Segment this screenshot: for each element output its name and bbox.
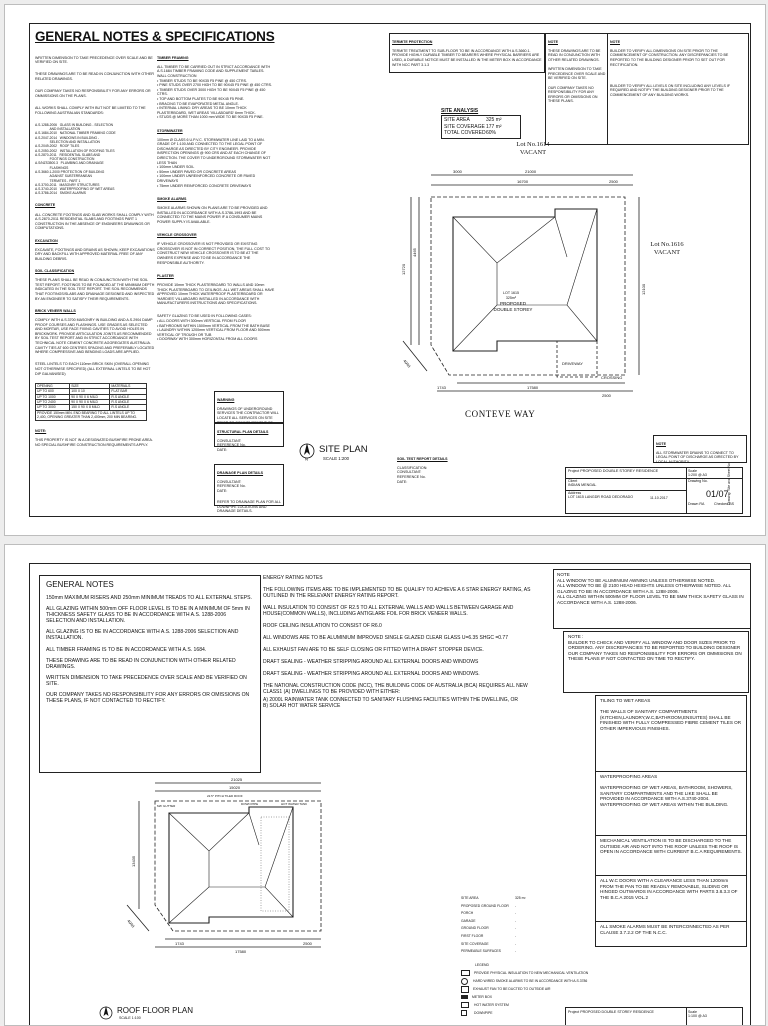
drawn-field: [688, 502, 704, 506]
termite-text: TERMITE TREATMENT TO SUB-FLOOR TO BE IN ACCORDANCE WITH A.S.3660.1. PROVIDE HIGHLY DURABLE TIMBER TO BEARERS WHERE PHYSICAL BARRIERS ARE USED, A DURABLE NOTICE MUST BE INSTALLED IN THE METER BOX IN ACCORDANCE WITH NCC PART 3.1.3: [392, 48, 542, 67]
field-label: Checked: [714, 502, 729, 506]
energy-note: ROOF CEILING INSULATION TO CONSIST OF R6.0: [263, 623, 382, 629]
area-key: FIRST FLOOR: [461, 933, 484, 938]
dimension-label: 2500: [609, 179, 618, 184]
property-boundary: [155, 801, 321, 931]
notes-column-2: [157, 51, 275, 347]
table-row: [461, 903, 581, 911]
drawing-number: 01/07: [706, 489, 729, 499]
site-analysis-heading: SITE ANALYSIS: [441, 108, 479, 114]
roof-outline: [169, 807, 293, 923]
area-key: PERMEABLE SURFACES: [461, 949, 501, 954]
crossing-label: CROSSING: [601, 375, 623, 380]
area-value: -: [515, 949, 517, 954]
dimension-label: 17580: [527, 385, 539, 390]
site-analysis: [441, 108, 521, 139]
north-arrow-icon: [299, 441, 315, 461]
energy-rating-heading: ENERGY RATING NOTES: [263, 575, 323, 581]
general-note: THESE DRAWING ARE TO BE READ IN CONJUNCTION WITH OTHER RELATED DRAWINGS.: [46, 657, 236, 670]
structural-details: CONSULTANT: REFERENCE No. DATE:: [217, 438, 246, 452]
legend-item: [461, 977, 591, 985]
table-row: [461, 895, 581, 903]
drainage-details: CONSULTANT: REFERENCE No. DATE:: [217, 479, 246, 493]
table-cell: 100 X 10: [70, 389, 110, 394]
termite-heading: TERMITE PROTECTION: [392, 39, 433, 44]
table-cell: UP TO 3000: [36, 405, 70, 410]
area-key: GROUND FLOOR: [461, 926, 489, 931]
sheet-roof-plan: [4, 544, 766, 1026]
note-heading: NOTE: [610, 39, 620, 44]
dimension-label: 4040: [126, 918, 136, 929]
table-row: [444, 130, 518, 136]
field-label: Project: [568, 469, 580, 473]
svg-text:N: N: [305, 456, 308, 461]
analysis-value: 60%: [486, 130, 497, 137]
table-cell: R.S ANGLE: [110, 394, 147, 399]
standards-list: A.S.1288-2006 GLASS IN BUILDING - SELECTION AND INSTALLATION A.S.1684-2010 NATIONAL TIMBER FRAMING CODE A.S.2047-2014 WINDOWS IN BUILDING - SELECTION AND INSTALLATION A.S.2049-2002 ROOF TILES A.S.2050-2002 INSTALLATION OF ROOFING TILES A.S.2870-2011 RESIDENTIAL SLABS AND FOOTINGS CONSTRUCTION A.S/NZS3500.3 PLUMBING AND DRAINAGE FLASHINGS A.S.3660.1-2000 PROTECTION OF BUILDING AGAINST SUBTERRANEAN TERMITES - PART 1 A.S.3700-2011 MASONRY STRUCTURES A.S.3740-2010 WATERPROOFING OF WET AREAS A.S.3786-2014 SMOKE ALARMS: [35, 122, 116, 196]
proposed-house-label: PROPOSED DOUBLE STOREY: [493, 301, 533, 312]
site-analysis-table: [441, 115, 521, 138]
roof-pitch-label: 22.5° PITCH TILED ROOF: [207, 794, 243, 798]
project-name: PROPOSED DOUBLE STOREY RESIDENCE: [580, 1010, 654, 1014]
soil-text: THESE PLANS SHALL BE READ IN CONJUNCTION WITH THE SOIL TEST REPORT. FOOTINGS TO BE FOUNDED AT THE MINIMUM DEPTH INDICATED IN THE SOIL TEST REPORT. THE SOIL RECOMMENDS THAT FOOTINGS/SLABS AND DRAINAGE DESIGNED AND INSPECTED BY AN ENGINEER TO SATISFY THEIR REQUIREMENTS.: [35, 278, 155, 301]
title-block-side-label: Drawing: Site and Sheet No.: [727, 462, 731, 505]
dimension-label: 17580: [235, 949, 247, 954]
waterproofing-note-box: WATERPROOFING AREAS WATERPROOFING OF WET AREAS, BATHROOM, SHOWERS, SANITARY COMPARTMENTS AND THE LIKE SHALL BE PROVIDED IN ACCORDANCE WITH A.S.3740-2004. WATERPROOFING OF WET AREAS WITHIN THE BUILDING.: [595, 771, 747, 837]
energy-option-a: A) 2000L RAINWATER TANK CONNECTED TO SANITARY FLUSHING FACILITIES WITHIN THE DWELLING, OR: [263, 697, 518, 703]
title-block: [565, 467, 743, 514]
concrete-heading: CONCRETE: [35, 203, 56, 208]
dimension-label: 21000: [525, 169, 537, 174]
stormwater-heading: STORMWATER: [157, 128, 183, 133]
warning-box: [214, 391, 284, 423]
ventilation-note-box: MECHANICAL VENTILATION IS TO BE DISCHARGED TO THE OUTSIDE AIR AND NOT INTO THE ROOF UNLESS THE ROOF IS OPEN IN ACCORDANCE WITH CURRENT B.C.A REQUIREMENTS.: [595, 835, 747, 877]
checked-value: BS: [729, 502, 734, 506]
general-note: ALL TIMBER FRAMING IS TO BE IN ACCORDANCE WITH A.S. 1684.: [46, 646, 207, 653]
client-field: [568, 479, 596, 488]
site-plan-scale: SCALE 1:200: [323, 456, 350, 461]
sheet-site-plan: [4, 4, 766, 536]
hot-water-tank-label: HOT WATER TANK: [281, 802, 308, 806]
energy-note: DRAFT SEALING - WEATHER STRIPPING AROUND ALL EXTERNAL DOORS AND WINDOWS: [263, 659, 479, 665]
project-field: [568, 1010, 654, 1014]
drawing-number-field: [688, 479, 708, 483]
wc-door-note-box: ALL W.C DOORS WITH A CLEARANCE LESS THAN 1200mm FROM THE PAN TO BE READILY REMOVABLE, SLIDING OR HINGED OUTWARDS IN ACCORDANCE WITH PARTS 3.8.3.3 OF THE B.C.A 2015 VOL.2: [595, 875, 747, 923]
roof-hip-lines: [169, 807, 293, 923]
general-note: ALL GLAZING WITHIN 500mm OFF FLOOR LEVEL IS TO BE IN A MINIMUM OF 5mm IN THICKNESS SAFETY GLASS TO BE IN ACCORDANCE WITH A.S. 1288-2006 SELECTION AND INSTALLATION.: [46, 606, 250, 625]
soil-heading: SOIL CLASSIFICATION: [35, 269, 75, 274]
field-label: Address: [568, 491, 582, 495]
table-row: [461, 910, 581, 918]
date-value: 11.10.2017: [650, 496, 668, 500]
table-row: [461, 918, 581, 926]
table-cell: 90 X 90 X 6 MILD: [70, 399, 110, 404]
area-key: GARAGE: [461, 918, 476, 923]
area-value: -: [515, 941, 517, 946]
area-key: PORCH: [461, 911, 474, 916]
energy-note: ALL EXHAUST FAN ARE TO BE SELF CLOSING OR FITTED WITH A DRAFT STOPPER DEVICE.: [263, 647, 484, 653]
intro-note-2: THESE DRAWINGS ARE TO BE READ IN CONJUNCTION WITH OTHER RELATED DRAWINGS.: [35, 72, 154, 81]
energy-note: DRAFT SEALING - WEATHER STRIPPING AROUND ALL EXTERNAL DOORS AND WINDOWS.: [263, 671, 480, 677]
lot-number: Lot No.1616: [650, 241, 684, 248]
energy-note: THE FOLLOWING ITEMS ARE TO BE IMPLEMENTED TO BE QUALIFY TO ACHIEVE A 6 STAR ENERGY RATING, AS OUTLINED IN THE RELEVANT ENERGY RATING REPORT.: [263, 587, 531, 599]
smoke-alarm-text: SMOKE ALARMS SHOWN ON PLANS ARE TO BE PROVIDED AND INSTALLED IN ACCORDANCE WITH A.S.3786-1993 AND BE CONNECTED TO THE MAINS POWER IF A CONSUMER MAINS POWER SUPPLY IS AVAILABLE.: [157, 206, 268, 224]
downpipe-icon: [461, 1010, 467, 1016]
note-heading: NOTE: [656, 441, 666, 446]
builder-check-note-box: NOTE : BUILDER TO CHECK AND VERIFY ALL WINDOW AND DOOR SIZES PRIOR TO ORDERING. ANY DISCREPANCIES TO BE REPORTED TO BUILDING DESIGNER OUR COMPANY TAKES NO RESPONSIBILITY FOR ERRORS OR OMMISIONS ON THESE PLANS IF NOT CONTACTED ON TIME TO RECTIFY.: [563, 631, 749, 693]
lintel-header: SIZE: [70, 383, 110, 388]
table-row: [461, 933, 581, 941]
analysis-value: 177 m²: [486, 123, 502, 130]
note-text: BUILDER TO VERIFY ALL DIMENSIONS ON SITE PRIOR TO THE COMMENCEMENT OF CONSTRUCTION. ANY DISCREPANCIES TO BE REPORTED TO THE BUILDING DESIGNER PRIOR TO SET OUT FOR RECTIFICATION.: [610, 48, 729, 67]
dimension-label: 1743: [175, 941, 184, 946]
lot-1615-label: LOT 1615 325m²: [503, 291, 519, 300]
scale-field: [688, 1010, 707, 1019]
area-key: PROPOSED GROUND FLOOR: [461, 903, 509, 908]
lot-status: VACANT: [653, 248, 681, 256]
table-row: [461, 948, 581, 956]
table-cell: 150 X 90 X 8 MILD: [70, 405, 110, 410]
legend-item: [461, 969, 591, 977]
legend-label: METER BOX: [472, 995, 492, 999]
general-note: WRITTEN DIMENSION TO TAKE PRECEDENCE OVER SCALE AND BE VERIFIED ON SITE.: [46, 674, 247, 687]
tiling-note-box: TILING TO WET AREAS THE WALLS OF SANITARY COMPARTMENTS (KITCHEN,LAUNDRY,W.C,BATHROOM,ENSUITES) SHALL BE FINISHED WITH FULLY COMPRESSED FIBRE CEMENT TILES OR OTHER IMPERVIOUS FINISHES.: [595, 695, 747, 773]
analysis-key: SITE AREA: [444, 117, 470, 124]
general-note: OUR COMPANY TAKES NO RESPONSIBILITY FOR ANY ERRORS OR OMISSIONS ON THESE PLANS, IF NOT CONTACTED TO RECTIFY.: [46, 692, 250, 705]
meter-box-icon: [461, 995, 468, 999]
field-label: Client: [568, 479, 578, 483]
legend-label: EXHAUST FAN TO BE DUCTED TO OUTSIDE AIR: [473, 987, 551, 991]
vehicle-heading: VEHICLE CROSSOVER: [157, 232, 197, 237]
scale-field: [688, 469, 707, 478]
safety-glazing-text: SAFETY GLAZING TO BE USED IN FOLLOWING CASES: • ALL DOORS WITH 300mm VERTICAL FROM FLOOR • BATHROOMS WITHIN 1500mm VERTICAL FROM THE BATH BASE • LAUNDRY WITHIN 1200mm VERTICAL FROM FLOOR AND 500mm VERTICAL OF TROUGH OR TUB • DOORWAY WITH 300mm HORIZONTAL FROM ALL DOORS: [157, 314, 270, 342]
dimension-label: 2500: [602, 393, 611, 398]
field-label: Drawing No.: [688, 479, 708, 483]
note-box-b: [607, 33, 749, 145]
driveway-outline: [557, 341, 597, 377]
area-value: 325 m²: [515, 896, 526, 900]
warning-text: DRAWINGS OF UNDERGROUND SERVICES THE CONTRACTOR WILL LOCATE ALL SERVICES ON SITE: [217, 406, 279, 420]
dimension-label: 21025: [231, 777, 243, 782]
dimension-label: 3000: [453, 169, 462, 174]
legend-heading: LEGEND: [475, 963, 489, 967]
field-label: Scale: [688, 1010, 697, 1014]
lot-1614-label: [503, 141, 563, 156]
soil-test-details: [397, 452, 467, 489]
dimension-label: 13435: [131, 855, 136, 867]
table-cell: 90 X 90 X 6 MILD: [70, 394, 110, 399]
street-name: CONTEVE WAY: [465, 409, 536, 419]
soil-test-details-text: CLASSIFICATION: CONSULTANT: REFERENCE No. DATE:: [397, 465, 428, 484]
downpipe-label: DOWN PIPE: [241, 802, 259, 806]
plaster-text: PROVIDE 10mm THICK PLASTERBOARD TO WALLS AND 10mm THICK PLASTERBOARD TO CEILINGS. ALL WET AREAS SHALL HAVE APPROVED 10mm THICK WATERPROOF PLASTERBOARD OR 'HARDIES' VILLABOARD INSTALLED IN ACCORDANCE WITH MANUFACTURERS INSTRUCTIONS AND SPECIFICATIONS.: [157, 282, 275, 306]
table-row: [461, 925, 581, 933]
area-value: -: [515, 911, 517, 916]
smoke-alarm-note-box: ALL SMOKE ALARMS MUST BE INTERCONNECTED AS PER CLAUSE 3.7.2.2 OF THE N.C.C.: [595, 921, 747, 947]
smoke-alarm-heading: SMOKE ALARMS: [157, 196, 187, 201]
area-value: -: [515, 918, 517, 923]
scale-value: 1:200 @ A3: [688, 473, 707, 478]
note-box-a: [545, 33, 609, 145]
smoke-alarm-icon: [461, 978, 468, 985]
lot-number: Lot No.1614: [516, 141, 550, 148]
dimension-label: 2500: [303, 941, 312, 946]
table-cell: UP TO 1000: [36, 394, 70, 399]
drainage-heading: DRAINAGE PLAN DETAILS: [217, 470, 264, 475]
area-schedule: [461, 895, 581, 956]
dimension-label: 12100: [641, 283, 646, 295]
note-heading: NOTE: [548, 39, 558, 44]
project-name: PROPOSED DOUBLE STOREY RESIDENCE: [580, 469, 659, 473]
termite-protection-box: [389, 33, 545, 73]
intro-note-3: OUR COMPANY TAKES NO RESPONSIBILITY FOR ANY ERRORS OR OMMISSIONS ON THE PLANS.: [35, 89, 151, 98]
driveway-label: DRIVEWAY: [562, 361, 583, 366]
address-value: LOT 1615 LANGDR ROAD DEDORADO: [568, 495, 634, 500]
structural-heading: STRUCTURAL PLAN DETAILS: [217, 429, 269, 434]
area-value: -: [515, 903, 517, 908]
analysis-value: 325 m²: [486, 117, 502, 124]
roof-hip-lines: [453, 209, 597, 351]
general-notes-heading: GENERAL NOTES: [46, 580, 114, 589]
energy-rating-notes: [263, 575, 547, 709]
excavation-heading: EXCAVATION: [35, 238, 58, 243]
field-label: Scale: [688, 469, 697, 473]
bushfire-note-heading: NOTE:: [35, 429, 47, 434]
legend-label: PROVIDE PHYSICAL INSULATION TO NEW MECHANICAL VENTILATION: [474, 971, 589, 975]
energy-note: ALL WINDOWS ARE TO BE ALUMINIUM IMPROVED SINGLE GLAZED CLEAR GLASS U=6.35 SHGC =0.77: [263, 635, 508, 641]
plaster-heading: PLASTER: [157, 273, 174, 278]
insulation-icon: [461, 970, 470, 976]
general-note: 150mm MAXIMUM RISERS AND 250mm MINIMUM TREADS TO ALL EXTERNAL STEPS.: [46, 595, 252, 601]
dimension-label: 12720: [401, 263, 406, 275]
legend-label: HARD WIRED SMOKE ALARMS TO BE IN ACCORDANCE WITH A.S.3786: [473, 979, 588, 983]
analysis-key: TOTAL COVERED: [444, 130, 486, 137]
steel-lintel-text: STEEL LINTELS TO EACH 110mm BRICK SKIN (OVERALL OPENING NOT OTHERWISE SPECIFIED) (ALL EXTERNAL LINTELS TO BE HOT DIP GALVANISED): [35, 362, 151, 376]
excavation-text: EXCAVATE, FOOTINGS AND DRAINS AS SHOWN, KEEP EXCAVATIONS DRY AND BACKFILL WITH APPROVED MATERIAL FREE OF ANY BUILDING DEBRIS.: [35, 247, 155, 261]
address-field: [568, 491, 633, 500]
legend-label: HOT WATER SYSTEM: [474, 1003, 509, 1007]
lintel-note: PROVIDE 150mm MIN. END BEARING TO ALL LINTELS UP TO 2,400, OPENING GREATER THAN 2,400mm, 200 MIN BEARING.: [36, 410, 147, 420]
roof-plan-title: ROOF FLOOR PLAN: [117, 1006, 194, 1015]
table-cell: UP TO 600: [36, 389, 70, 394]
roof-plan-scale: SCALE 1:100: [119, 1016, 141, 1020]
note-text: ALL STORMWATER DRAINS TO CONNECT TO LEGAL POINT OF DISCHARGE AS DIRECTED BY LOCAL AUTHORITY.: [656, 450, 739, 464]
lot-status: VACANT: [519, 148, 547, 156]
general-notes-box: [39, 575, 261, 773]
title-block: [565, 1007, 743, 1026]
table-cell: UP TO 2400: [36, 399, 70, 404]
site-plan-title: SITE PLAN: [319, 444, 368, 455]
property-boundary: [431, 197, 625, 375]
area-value: -: [515, 933, 517, 938]
structural-plan-box: [214, 423, 284, 452]
legend-label: DOWNPIPE: [474, 1011, 493, 1015]
hot-water-icon: [461, 1002, 469, 1008]
scale-value: 1:100 @ A3: [688, 1014, 707, 1019]
note-text: BUILDER TO VERIFY ALL LEVELS ON SITE INCLUDING ANY LEVELS IF REQUIRED AND NOTIFY THE BUILDING DESIGNER PRIOR TO THE COMMENCEMENT OF ANY BUILDING WORKS.: [610, 83, 731, 97]
timber-text: ALL TIMBER TO BE CARRIED OUT IN STRICT ACCORDANCE WITH A.S.1684 TIMBER FRAMING CODE AND SUPPLEMENT TABLES. WALL CONSTRUCTION • TIMBER STUDS TO BE 90X35 F5 PINE @ 450 CTRS. • PINE STUDS OVER 2700 HIGH TO BE 90X45 F5 PINE @ 450 CTRS. • TIMBER STUDS OVER 3000 HIGH TO BE 90X45 F5 PINE @ 450 CTRS. • TOP AND BOTTOM PLATES TO BE 90X45 F5 PINE. • BRACING TO BE EVAPORATED METAL ANGLE. • INTERNAL LINING: DRY AREAS TO BE 10mm THICK PLASTERBOARD, WET AREAS 'VILLABOARD' 6mm THICK. • STUDS @ MORE THAN 1000 mm WIDE TO BE 90X35 F5 PINE.: [157, 64, 273, 120]
energy-note: WALL INSULATION TO CONSIST OF R2.5 TO ALL EXTERNAL WALLS AND WALLS BETWEEN GARAGE AND HOUSE(COMMON WALLS), INCLUDING ANTIGLARE FOIL FOR BRICK VENEER WALLS.: [263, 605, 514, 617]
project-field: [568, 469, 658, 473]
drawn-value: RA: [699, 502, 705, 506]
notes-column-1: [35, 51, 155, 452]
intro-note-1: WRITTEN DIMENSION TO TAKE PRECEDENCE OVER SCALE AND BE VERIFIED ON SITE.: [35, 55, 153, 65]
gutter-label: M/F GUTTER: [157, 804, 176, 808]
legend-item: [461, 993, 591, 1001]
stormwater-text: 100mm Ø CLASS 6 U.P.V.C. STORMWATER LINE LAID TO A MIN. GRADE OF 1:100 AND CONNECTED TO THE LEGAL POINT OF DISCHARGE AS DIRECTED BY CITY ENGINEER. PROVIDE INSPECTION OPENINGS @ 900 CRS AND AT EACH CHANGE OF DIRECTION. THE COVER TO UNDERGROUND STORMWATER NOT LESS THAN • 100mm UNDER SOIL • 50mm UNDER PAVED OR CONCRETE AREAS • 100mm UNDER UNREINFORCED CONCRETE OR PAVED DRIVEWAYS • 75mm UNDER REINFORCED CONCRETE DRIVEWAYS: [157, 137, 271, 188]
exhaust-fan-icon: [461, 986, 469, 993]
lintel-schedule: [35, 383, 147, 421]
legend-item: [461, 985, 591, 993]
window-note-box: NOTE ALL WINDOW TO BE ALUMINIUM AWNING UNLESS OTHERWISE NOTED. ALL WINDOW TO BE @ 2100 HEAD HEIGHTS UNLESS OTHERWISE NOTED. ALL GLAZING TO BE IN ACCORDANCE WITH A.S. 1288-2006. ALL GLAZING WITHIN 500MM OF FLOOR LEVEL TO BE 5MM THICK SAFETY GLASS IN ACCORDANCE WITH A.S. 1288-2006.: [553, 569, 751, 629]
stormwater-note-box: [653, 435, 747, 463]
energy-option-b: B) SOLAR HOT WATER SERVICE: [263, 703, 341, 709]
dimension-label: 16700: [517, 179, 529, 184]
roof-plan-drawing: [125, 771, 335, 961]
dimension-label: 15020: [229, 785, 241, 790]
table-row: [36, 410, 147, 420]
bushfire-note: THIS PROPERTY IS NOT IN A DESIGNATED BUSHFIRE PRONE AREA. NO SPECIAL BUSHFIRE CONSTRUCTION REQUIREMENTS APPLY.: [35, 438, 153, 447]
dimension-label: 4040: [402, 358, 412, 369]
note-text: THESE DRAWINGS ARE TO BE READ IN CONJUNCTION WITH OTHER RELATED DRAWINGS. WRITTEN DIMENSION TO TAKE PRECEDENCE OVER SCALE AND BE VERIFIED ON SITE. OUR COMPANY TAKES NO RESPONSIBILITY FOR ANY ERRORS OR OMISSIONS ON THESE PLANS.: [548, 48, 606, 104]
drainage-plan-box: [214, 464, 284, 514]
brick-heading: BRICK VENEER WALLS: [35, 308, 76, 313]
area-key: SITE AREA: [461, 896, 479, 900]
dimension-label: 1743: [437, 385, 446, 390]
table-cell: FLAT BAR: [110, 389, 147, 394]
house-footprint: [453, 209, 597, 351]
energy-note: THE NATIONAL CONSTRUCTION CODE (NCC), THE BUILDING CODE OF AUSTRALIA (BCA) REQUIRES ALL NEW CLASS1 (A) DWELLINGS TO BE PROVIDED WITH EITHER:: [263, 683, 528, 695]
table-row: [461, 941, 581, 949]
general-notes-title: GENERAL NOTES & SPECIFICATIONS: [35, 29, 275, 44]
brick-text: COMPLY WITH A.S.3700 MASONRY IN BUILDING AND A.S.2904 DAMP PROOF COURSES AND FLASHINGS. USE GRADES AS SELECTED AND MORTAR, USE FACE FIXING CAVITIES TO AVOID HOLES IN BRICKWORK. PROVIDE ARTICULATION JOINTS AS RECOMMENDED BY SOIL TEST REPORT AND IN STRICT ACCORDANCE WITH TECHNICAL NOTE CEMENT CONCRETE AGGREGATES AUSTRALIA. CAVITY TIES AT 600 CENTRES SPACING AND PREFERABLY LOCATED WHERE COMPRESSIVE AND BENDING LOADS ARE APPLIED.: [35, 318, 155, 355]
soil-test-heading: SOIL TEST REPORT DETAILS: [397, 456, 448, 461]
analysis-key: SITE COVERAGE: [444, 123, 485, 130]
table-cell: R.S ANGLE: [110, 405, 147, 410]
warning-heading: WARNING: [217, 397, 235, 402]
lot-1616-label: [637, 241, 697, 256]
drainage-refer-note: REFER TO DRAINAGE PLAN FOR ALL DOWNPIPE LOCATIONS AND DRAINAGE DETAILS.: [217, 500, 281, 514]
table-cell: R.S ANGLE: [110, 399, 147, 404]
intro-note-4: ALL WORKS SHALL COMPLY WITH BUT NOT BE LIMITED TO THE FOLLOWING AUSTRALIAN STANDARDS:: [35, 105, 146, 115]
dimension-label: 4465: [412, 248, 417, 257]
lintel-header: MATERIALS: [110, 383, 147, 388]
timber-heading: TIMBER FRAMING: [157, 55, 189, 60]
site-plan-drawing: [397, 145, 667, 410]
north-arrow-icon: [99, 1005, 113, 1021]
client-name: INDIAN MENGAL: [568, 483, 597, 488]
general-note: ALL GLAZING IS TO BE IN ACCORDANCE WITH A.S. 1288-2006 SELECTION AND INSTALLATION.: [46, 629, 239, 642]
field-label: Drawn: [688, 502, 699, 506]
vehicle-text: IF VEHICLE CROSSOVER IS NOT PROVIDED OR EXISTING CROSSOVER IS NOT IN CORRECT POSITION, THE FULL COST TO CONSTRUCT NEW VEHICLE CROSSOVER IS TO BE AT THE OWNERS EXPENSE AND TO BE IN ACCORDANCE THE RESPONSIBLE AUTHORITY.: [157, 242, 270, 265]
area-value: -: [515, 926, 517, 931]
lintel-header: OPENING: [36, 383, 70, 388]
area-key: SITE COVERAGE: [461, 941, 489, 946]
field-label: Project: [568, 1010, 580, 1014]
concrete-text: ALL CONCRETE FOOTINGS AND SLAB WORKS SHALL COMPLY WITH A.S.2870-2011 RESIDENTIAL SLABS AND FOOTINGS PART 1 CONSTRUCTION IN THE ABSENCE OF ENGINEERS DRAWINGS OR COMPUTATIONS.: [35, 212, 154, 231]
